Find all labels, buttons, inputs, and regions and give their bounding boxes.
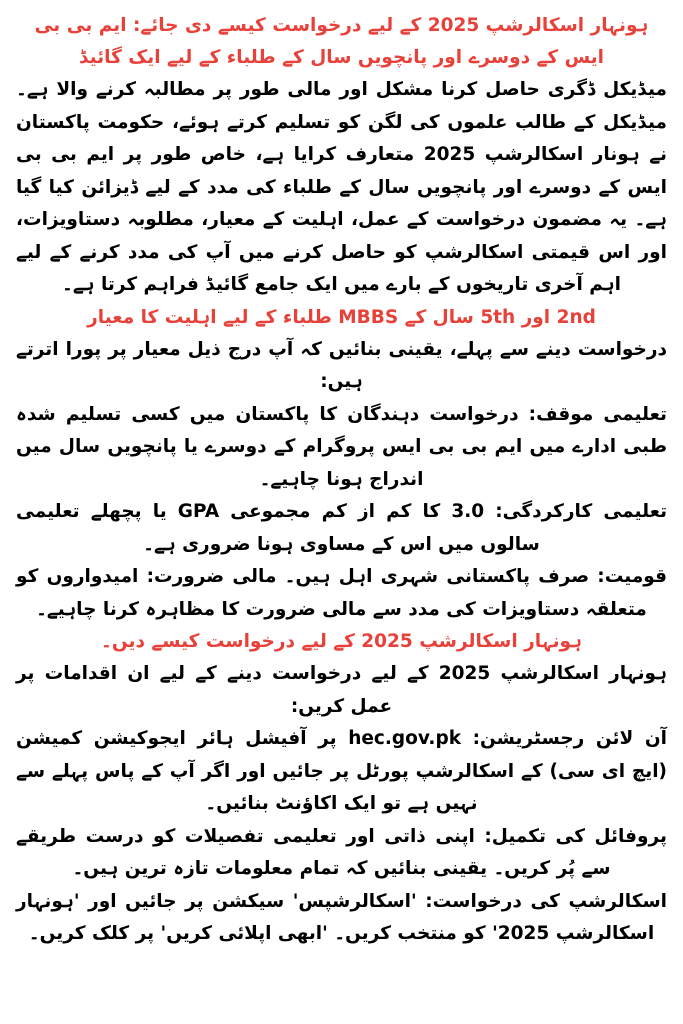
academic-status-paragraph: تعلیمی موقف: درخواست دہندگان کا پاکستان میں کسی تسلیم شدہ طبی ادارے میں ایم بی بی ایس پروگرام کے دوسرے یا پانچویں سال میں اندراج ہونا چاہیے۔ (16, 403, 667, 490)
apply-intro: ہونہار اسکالرشپ 2025 کے لیے درخواست دینے کے لیے ان اقدامات پر عمل کریں: (16, 663, 667, 717)
intro-paragraph: میڈیکل ڈگری حاصل کرنا مشکل اور مالی طور پر مطالبہ کرنے والا ہے۔ میڈیکل کے طالب علموں کی لگن کو تسلیم کرتے ہوئے، حکومت پاکستان نے ہونار اسکالرشپ 2025 متعارف کرایا ہے، خاص طور پر ایم بی بی ایس کے دوسرے اور پانچویں سال کے طلباء کی مدد کے لیے ڈیزائن کیا گیا ہے۔ یہ مضمون درخواست کے عمل، اہلیت کے معیار، مطلوبہ دستاویزات، اور اس قیمتی اسکالرشپ کو حاصل کرنے میں آپ کی مدد کرنے کے لیے اہم آخری تاریخوں کے بارے میں ایک جامع گائیڈ فراہم کرتا ہے۔ (16, 79, 667, 295)
academic-performance-paragraph: تعلیمی کارکردگی: 3.0 کا کم از کم مجموعی GPA یا پچھلے تعلیمی سالوں میں اس کے مساوی ہونا ضروری ہے۔ (16, 501, 668, 555)
eligibility-heading: 2nd اور 5th سال کے MBBS طلباء کے لیے اہلیت کا معیار (87, 306, 596, 328)
scholarship-application-paragraph: اسکالرشپ کی درخواست: 'اسکالرشپس' سیکشن پر جائیں اور 'ہونہار اسکالرشپ 2025' کو منتخب کریں۔ 'ابھی اپلائی کریں' پر کلک کریں۔ (16, 890, 667, 944)
eligibility-intro: درخواست دینے سے پہلے، یقینی بنائیں کہ آپ درج ذیل معیار پر پورا اترتے ہیں: (16, 338, 667, 392)
article-title: ہونہار اسکالرشپ 2025 کے لیے درخواست کیسے دی جائے: ایم بی بی ایس کے دوسرے اور پانچویں سال کے طلباء کے لیے ایک گائیڈ (34, 15, 649, 68)
nationality-paragraph: قومیت: صرف پاکستانی شہری اہل ہیں۔ مالی ضرورت: امیدواروں کو متعلقہ دستاویزات کی مدد سے مالی ضرورت کا مظاہرہ کرنا چاہیے۔ (16, 566, 667, 620)
apply-heading: ہونہار اسکالرشپ 2025 کے لیے درخواست کیسے دیں۔ (101, 631, 582, 652)
profile-completion-paragraph: پروفائل کی تکمیل: اپنی ذاتی اور تعلیمی تفصیلات کو درست طریقے سے پُر کریں۔ یقینی بنائیں کہ تمام معلومات تازہ ترین ہیں۔ (16, 825, 667, 879)
online-registration-paragraph: آن لائن رجسٹریشن: hec.gov.pk پر آفیشل ہائر ایجوکیشن کمیشن (ایچ ای سی) کے اسکالرشپ پورٹل پر جائیں اور اگر آپ کے پاس پہلے سے نہیں ہے تو ایک اکاؤنٹ بنائیں۔ (16, 728, 667, 814)
